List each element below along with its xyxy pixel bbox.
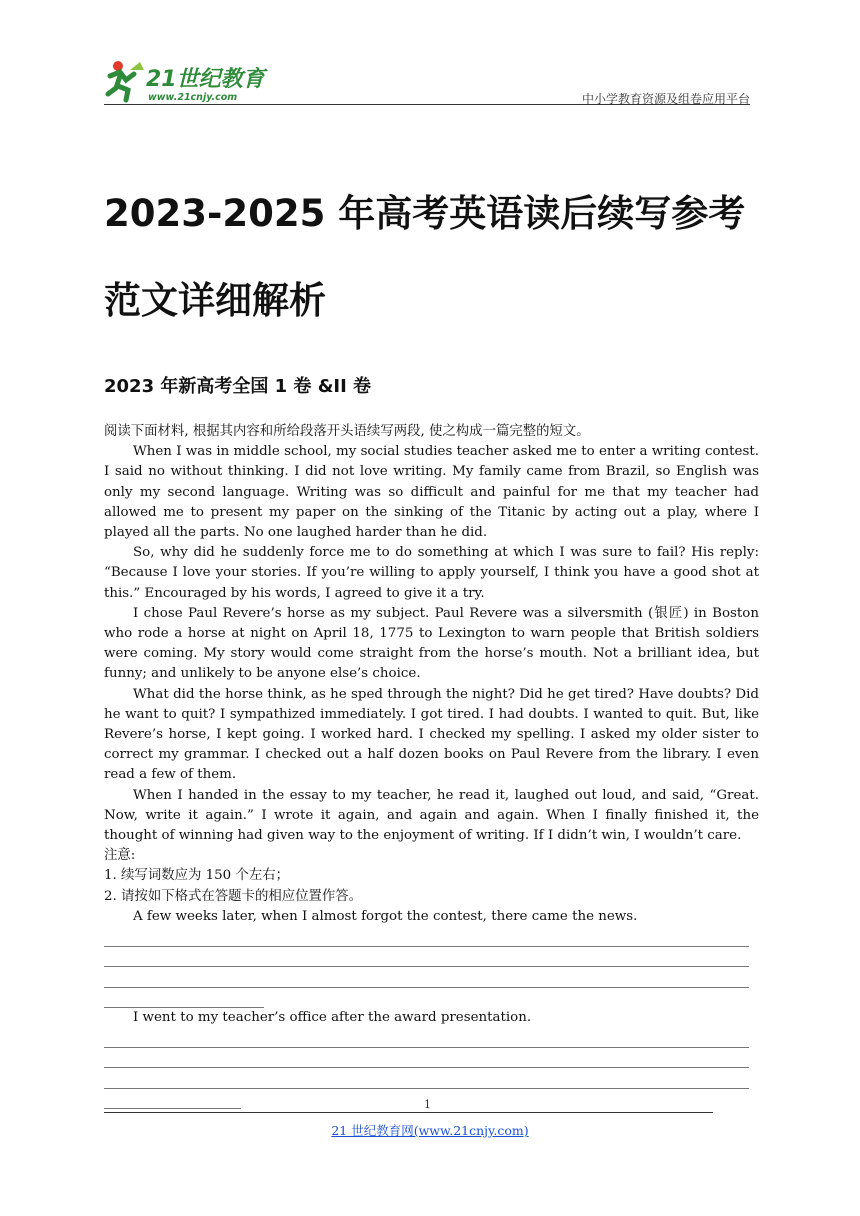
story-paragraph: When I was in middle school, my social studies teacher asked me to enter a writing contest. I said no without thinking. I did not love writing. My family came from Brazil, so English was only my second language. Writing was so difficult and painful for me that my teacher had allowed me to present my paper on the sinking of the Titanic by acting out a play, where I played all the parts. No one laughed harder than he did. (104, 444, 759, 541)
story-paragraph: So, why did he suddenly force me to do something at which I was sure to fail? His reply: “Because I love your stories. If you’re willing to apply yourself, I think you have a good shot at this.” Encouraged by his words, I agreed to give it a try. (104, 545, 759, 601)
platform-name: 中小学教育资源及组卷应用平台 (581, 92, 750, 106)
answer-line[interactable] (104, 1028, 749, 1048)
answer-line[interactable] (104, 967, 749, 987)
note-item: 1. 续写词数应为 150 个左右； (104, 868, 290, 884)
continuation-opening: I went to my teacher’s office after the award presentation. (133, 1009, 532, 1025)
story-paragraph: When I handed in the essay to my teacher, he read it, laughed out loud, and said, “Great. Now, write it again.” I wrote it again, and again and again. When I finally finished it, the thought of winning had given way to the enjoyment of writing. If I didn’t win, I wouldn’t care. (104, 787, 759, 844)
answer-line[interactable] (104, 1068, 749, 1088)
answer-line[interactable] (104, 1089, 241, 1109)
instruction-text: 阅读下面材料, 根据其内容和所给段落开头语续写两段, 使之构成一篇完整的短文。 (104, 424, 590, 439)
story-paragraph: What did the horse think, as he sped through the night? Did he get tired? Have doubts? Did he want to quit? I sympathized immediately. I got tired. I had doubts. I wanted to quit. But, like Revere’s horse, I kept going. I worked hard. I checked my spelling. I asked my older sister to correct my grammar. I checked out a half dozen books on Paul Revere from the library. I even read a few of them. (104, 686, 759, 783)
svg-text:www.21cnjy.com: www.21cnjy.com (148, 92, 238, 103)
footer-link[interactable]: 21 世纪教育网(www.21cnjy.com) (331, 1123, 529, 1138)
continuation-opening: A few weeks later, when I almost forgot the contest, there came the news. (133, 908, 638, 924)
story-paragraph: I chose Paul Revere’s horse as my subject. Paul Revere was a silversmith (银匠) in Boston who rode a horse at night on April 18, 1775 to Lexington to warn people that British soldiers were coming. My story would come straight from the horse’s mouth. Not a brilliant idea, but funny; and unlikely to be anyone else’s choice. (104, 605, 759, 682)
section-title: 2023 年新高考全国 1 卷 &II 卷 (104, 376, 372, 397)
answer-line[interactable] (104, 988, 264, 1008)
page-title: 2023-2025 年高考英语读后续写参考范文详细解析 (104, 192, 746, 322)
answer-line[interactable] (104, 1048, 749, 1068)
answer-line[interactable] (104, 947, 749, 967)
exam-content (104, 422, 759, 1109)
note-item: 2. 请按如下格式在答题卡的相应位置作答。 (104, 888, 363, 904)
page-number: 1 (424, 1098, 431, 1111)
page-header (104, 58, 750, 106)
answer-line[interactable] (104, 927, 749, 947)
footer-divider (104, 1112, 713, 1113)
svg-text:21世纪教育: 21世纪教育 (146, 67, 265, 92)
notes-label: 注意: (104, 848, 136, 864)
runner-logo-icon (104, 58, 274, 104)
header-divider (104, 104, 750, 105)
